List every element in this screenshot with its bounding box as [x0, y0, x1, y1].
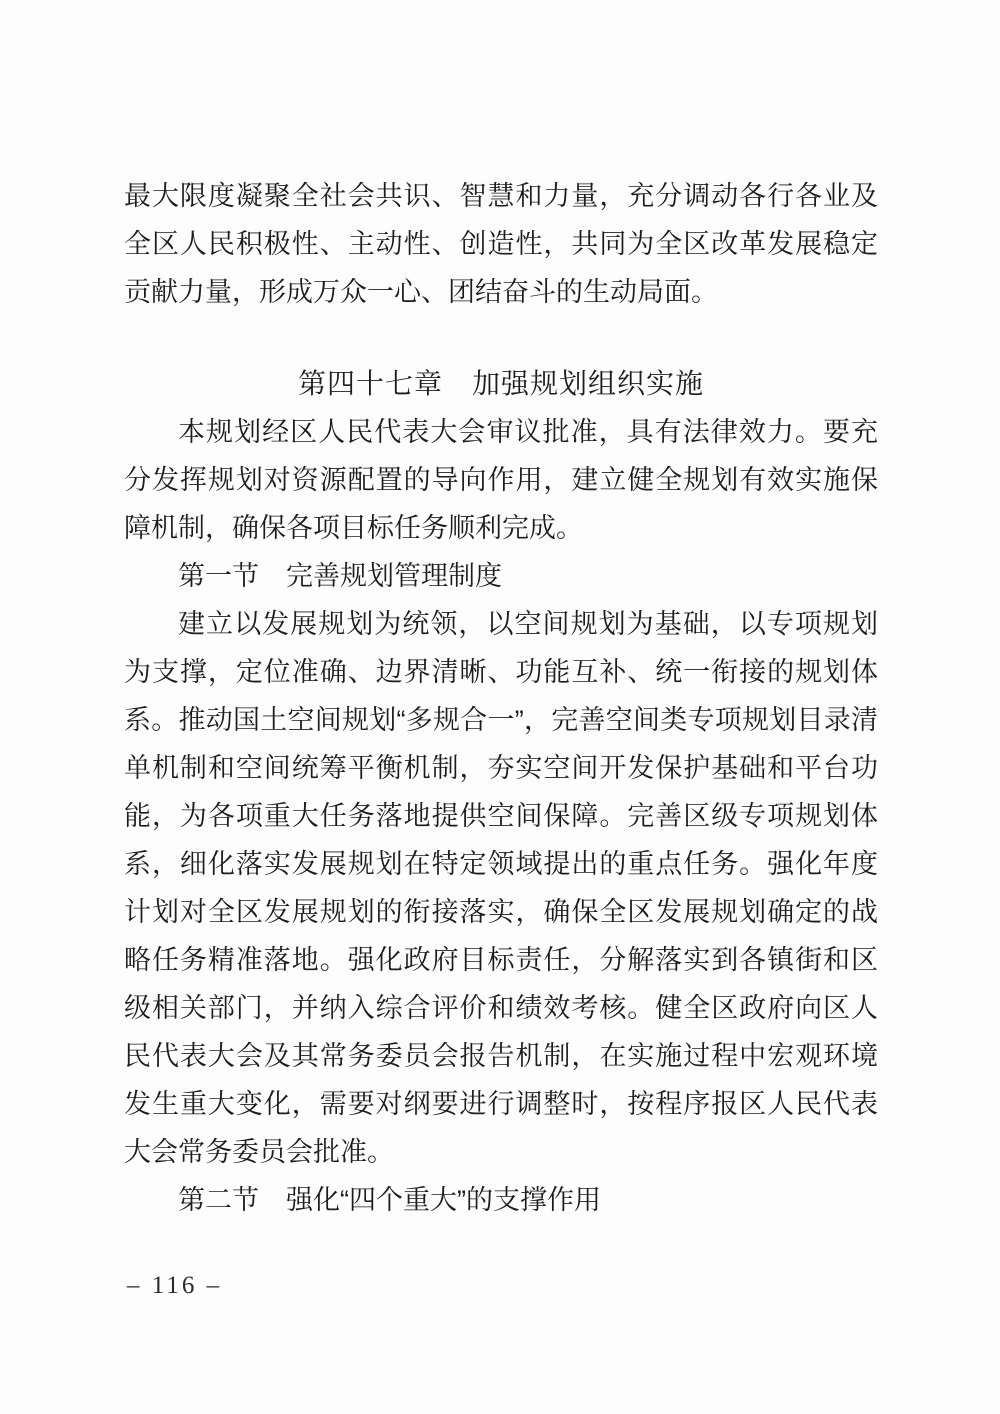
- section-heading-1: 第一节 完善规划管理制度: [178, 561, 502, 591]
- page-footer: [127, 1272, 222, 1300]
- paragraph-continuation: 最大限度凝聚全社会共识、智慧和力量，充分调动各行各业及全区人民积极性、主动性、创造性，共同为全区改革发展稳定贡献力量，形成万众一心、团结奋斗的生动局面。: [124, 181, 878, 307]
- chapter-heading: 第四十七章 加强规划组织实施: [297, 368, 704, 399]
- document-body: [124, 172, 878, 1224]
- page-number: – 116 –: [127, 1272, 223, 1299]
- paragraph-section-1: 建立以发展规划为统领，以空间规划为基础，以专项规划为支撑，定位准确、边界清晰、功能互补、统一衔接的规划体系。推动国土空间规划“多规合一”，完善空间类专项规划目录清单机制和空间统筹平衡机制，夯实空间开发保护基础和平台功能，为各项重大任务落地提供空间保障。完善区级专项规划体系，细化落实发展规划在特定领域提出的重点任务。强化年度计划对全区发展规划的衔接落实，确保全区发展规划确定的战略任务精准落地。强化政府目标责任，分解落实到各镇街和区级相关部门，并纳入综合评价和绩效考核。健全区政府向区人民代表大会及其常务委员会报告机制，在实施过程中宏观环境发生重大变化，需要对纲要进行调整时，按程序报区人民代表大会常务委员会批准。: [124, 609, 878, 1167]
- section-heading-2: 第二节 强化“四个重大”的支撑作用: [178, 1185, 601, 1215]
- paragraph-chapter-intro: 本规划经区人民代表大会审议批准，具有法律效力。要充分发挥规划对资源配置的导向作用，建立健全规划有效实施保障机制，确保各项目标任务顺利完成。: [124, 417, 878, 543]
